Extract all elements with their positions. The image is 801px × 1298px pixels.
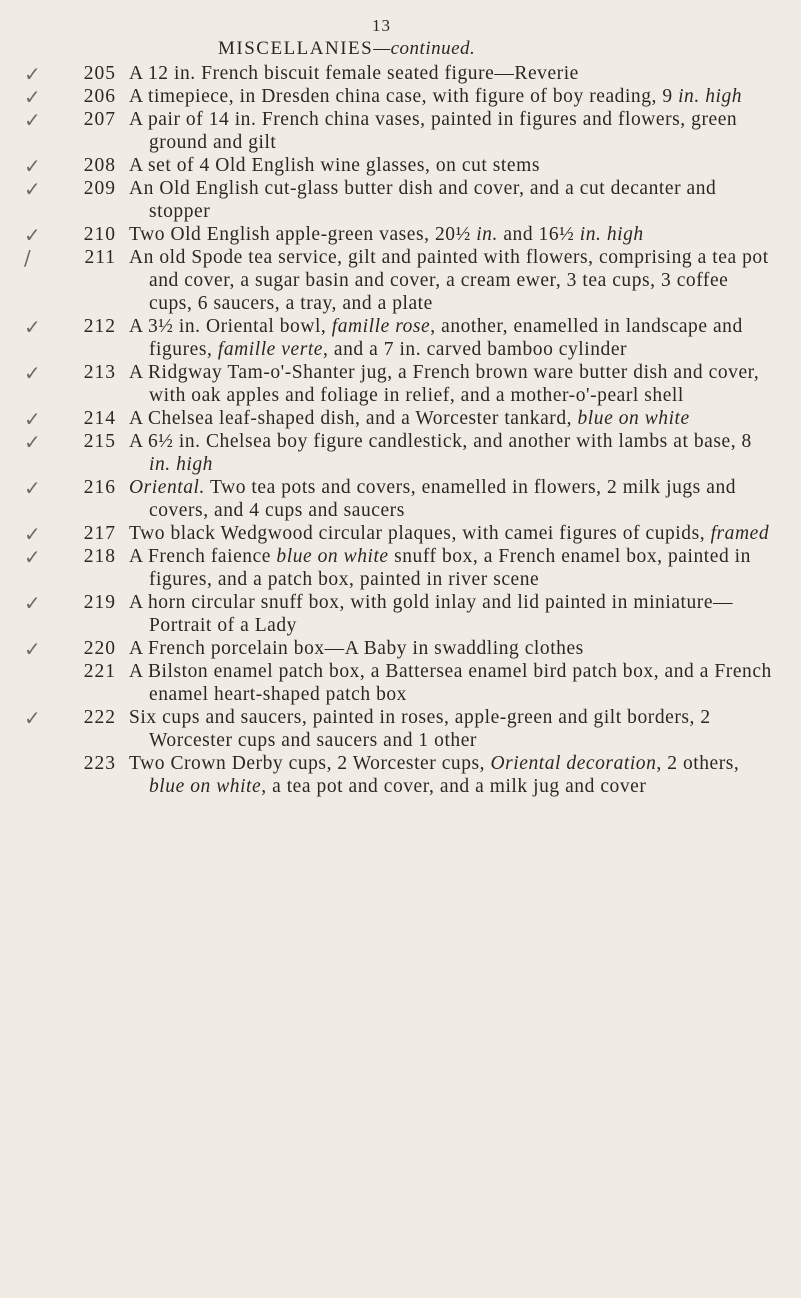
lot-number: 219: [83, 592, 116, 613]
tick-mark: /: [24, 246, 32, 270]
tick-mark: ✓: [24, 545, 42, 569]
lot-entry: [0, 62, 801, 85]
tick-mark: ✓: [24, 223, 42, 247]
lot-description: Oriental. Two tea pots and covers, enamelled in flowers, 2 milk jugs and covers, and 4 cups and saucers: [129, 477, 737, 521]
lot-entry: [0, 545, 801, 591]
lot-entry: [0, 591, 801, 637]
lot-description: A set of 4 Old English wine glasses, on cut stems: [129, 155, 540, 176]
tick-mark: ✓: [24, 706, 42, 730]
lot-number: 212: [83, 316, 116, 337]
lot-description: A 3½ in. Oriental bowl, famille rose, another, enamelled in landscape and figures, famille verte, and a 7 in. carved bamboo cylinder: [129, 316, 743, 360]
tick-mark: ✓: [24, 430, 42, 454]
lot-description: A timepiece, in Dresden china case, with figure of boy reading, 9 in. high: [129, 86, 743, 107]
lot-entry: [0, 246, 801, 315]
lot-number: 207: [83, 109, 116, 130]
lot-description: A 12 in. French biscuit female seated figure—Reverie: [129, 63, 579, 84]
tick-mark: ✓: [24, 108, 42, 132]
lot-description: A Chelsea leaf-shaped dish, and a Worcester tankard, blue on white: [129, 408, 690, 429]
lot-number: 222: [83, 707, 116, 728]
tick-mark: ✓: [24, 177, 42, 201]
tick-mark: ✓: [24, 407, 42, 431]
tick-mark: ✓: [24, 637, 42, 661]
lot-description: Two Crown Derby cups, 2 Worcester cups, Oriental decoration, 2 others, blue on white, a tea pot and cover, and a milk jug and cover: [129, 753, 740, 797]
lot-number: 221: [83, 661, 116, 682]
lot-entry: [0, 407, 801, 430]
tick-mark: ✓: [24, 62, 42, 86]
lot-entry: [0, 660, 801, 706]
lot-description: An Old English cut-glass butter dish and cover, and a cut decanter and stopper: [129, 178, 717, 222]
section-continued: —continued.: [373, 38, 476, 59]
lot-description: Two Old English apple-green vases, 20½ in. and 16½ in. high: [129, 224, 644, 245]
lot-description: An old Spode tea service, gilt and painted with flowers, comprising a tea pot and cover, a sugar basin and cover, a cream ewer, 3 tea cups, 3 coffee cups, 6 saucers, a tray, and a plate: [129, 247, 769, 314]
section-heading: [218, 38, 475, 60]
section-title: MISCELLANIES: [218, 38, 374, 59]
lot-number: 208: [83, 155, 116, 176]
lot-description: A 6½ in. Chelsea boy figure candlestick, and another with lambs at base, 8 in. high: [129, 431, 752, 475]
lot-entry: [0, 637, 801, 660]
tick-mark: [24, 660, 58, 684]
lot-description: A horn circular snuff box, with gold inlay and lid painted in miniature—Portrait of a Lady: [129, 592, 734, 636]
lot-entry: [0, 752, 801, 798]
lot-description: Six cups and saucers, painted in roses, apple-green and gilt borders, 2 Worcester cups and saucers and 1 other: [129, 707, 711, 751]
lot-entry: [0, 315, 801, 361]
lot-description: A French porcelain box—A Baby in swaddling clothes: [129, 638, 584, 659]
lot-number: 205: [83, 63, 116, 84]
lot-number: 213: [83, 362, 116, 383]
lot-entry: [0, 154, 801, 177]
lot-entry: [0, 522, 801, 545]
lot-entry: [0, 430, 801, 476]
tick-mark: ✓: [24, 476, 42, 500]
lot-number: 220: [83, 638, 116, 659]
lot-entry: [0, 108, 801, 154]
lot-description: A Ridgway Tam-o'-Shanter jug, a French brown ware butter dish and cover, with oak apples and foliage in relief, and a mother-o'-pearl shell: [129, 362, 760, 406]
lot-number: 210: [83, 224, 116, 245]
lot-description: Two black Wedgwood circular plaques, with camei figures of cupids, framed: [129, 523, 770, 544]
lot-number: 209: [83, 178, 116, 199]
lot-entry: [0, 177, 801, 223]
lot-description: A Bilston enamel patch box, a Battersea enamel bird patch box, and a French enamel heart-shaped patch box: [129, 661, 772, 705]
page-number: 13: [372, 16, 391, 35]
lot-number: 216: [83, 477, 116, 498]
lot-number: 214: [83, 408, 116, 429]
lot-number: 211: [84, 247, 116, 268]
lot-list: [0, 62, 801, 798]
tick-mark: ✓: [24, 315, 42, 339]
tick-mark: ✓: [24, 361, 42, 385]
lot-entry: [0, 85, 801, 108]
tick-mark: [24, 752, 58, 776]
tick-mark: ✓: [24, 591, 42, 615]
tick-mark: ✓: [24, 154, 42, 178]
tick-mark: ✓: [24, 85, 42, 109]
lot-number: 215: [83, 431, 116, 452]
lot-number: 223: [83, 753, 116, 774]
lot-entry: [0, 223, 801, 246]
lot-description: A French faience blue on white snuff box, a French enamel box, painted in figures, and a patch box, painted in river scene: [129, 546, 751, 590]
lot-number: 218: [83, 546, 116, 567]
tick-mark: ✓: [24, 522, 42, 546]
lot-number: 217: [83, 523, 116, 544]
lot-entry: [0, 476, 801, 522]
lot-entry: [0, 706, 801, 752]
lot-description: A pair of 14 in. French china vases, painted in figures and flowers, green ground and gilt: [129, 109, 738, 153]
lot-entry: [0, 361, 801, 407]
lot-number: 206: [83, 86, 116, 107]
